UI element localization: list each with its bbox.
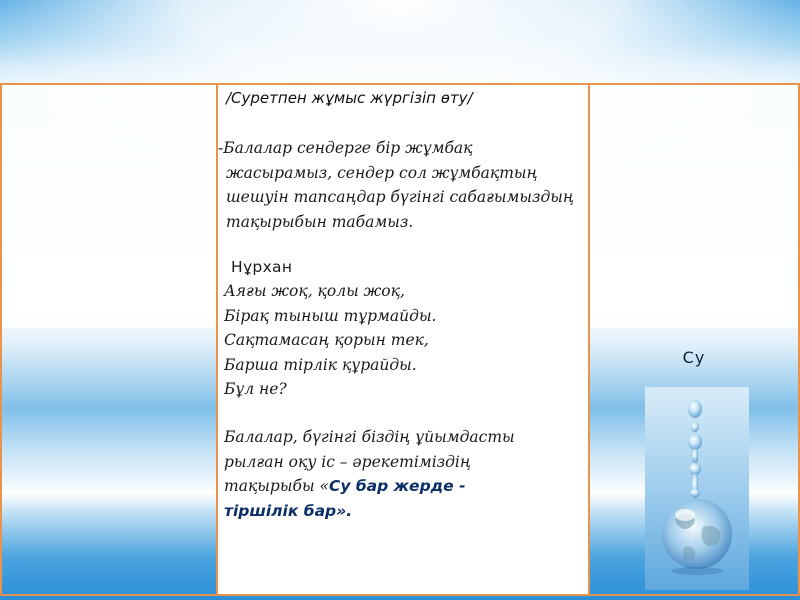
lesson-topic-part1: Су бар жерде - <box>328 477 466 495</box>
outro-line: Балалар, бүгінгі біздің ұйымдасты <box>224 428 515 446</box>
lesson-topic-part2: тіршілік бар». <box>224 501 353 520</box>
riddle <box>224 279 437 402</box>
riddle-line: Аяғы жоқ, қолы жоқ, <box>224 282 405 300</box>
riddle-line: Барша тірлік құрайды. <box>224 355 417 374</box>
right-cell-top <box>590 85 798 328</box>
intro-line: шешуін тапсаңдар бүгінгі сабағымыздың <box>226 188 574 206</box>
riddle-line: Сақтамасаң қорын тек, <box>224 331 429 349</box>
intro-line: жасырамыз, сендер сол жұмбақтың <box>226 163 538 182</box>
riddle-answer: Су <box>682 348 706 367</box>
intro-paragraph <box>218 136 580 234</box>
intro-line: тақырыбын табамыз. <box>226 212 414 231</box>
outro-line-text: тақырыбы « <box>224 477 329 495</box>
table-divider-2 <box>588 84 590 596</box>
water-drop-globe-image <box>645 387 749 590</box>
left-cell-top <box>2 85 216 328</box>
slide-heading: /Суретпен жұмыс жүргізіп өту/ <box>226 89 473 107</box>
riddle-line: Бірақ тыныш тұрмайды. <box>224 306 437 325</box>
intro-line: -Балалар сендерге бір жұмбақ <box>218 139 473 157</box>
lesson-text <box>218 85 588 594</box>
table-border-bottom <box>0 594 800 596</box>
outro-line <box>224 474 515 499</box>
outro-line: рылған оқу іс – әрекетіміздің <box>224 452 471 471</box>
table-border-left <box>0 84 2 596</box>
outro-paragraph <box>224 425 515 523</box>
student-name: Нұрхан <box>231 258 293 276</box>
riddle-question: Бұл не? <box>224 380 287 398</box>
